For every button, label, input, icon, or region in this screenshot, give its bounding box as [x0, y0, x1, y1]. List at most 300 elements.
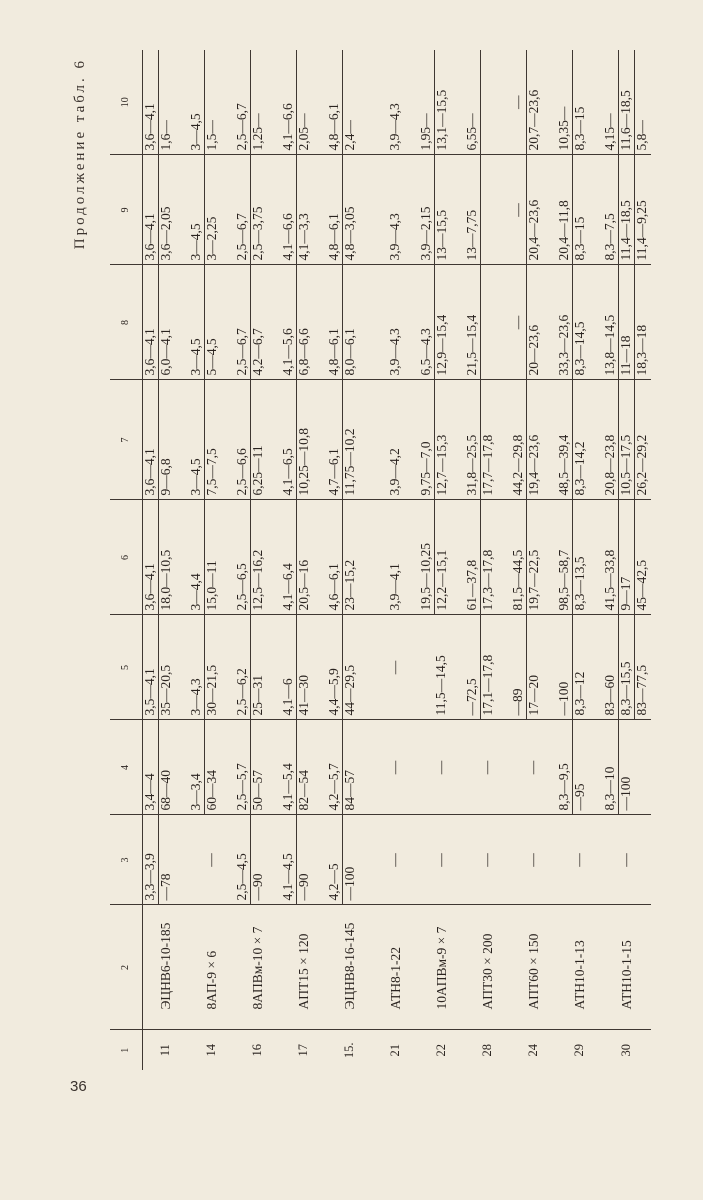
cell-line: 3,6—2,05	[158, 206, 173, 261]
value-cell-c7	[465, 380, 511, 500]
cell-line: 84—57	[342, 770, 357, 811]
value-cell-c6	[511, 500, 557, 615]
cell-line: 2,4—	[342, 120, 357, 151]
cell-line: 21,5—15,4	[465, 266, 481, 380]
value-cell-c4	[281, 720, 327, 815]
pump-name: АПТ30 × 200	[465, 905, 511, 1030]
value-cell-c4	[511, 720, 557, 815]
cell-line: 8,3—10	[603, 721, 619, 815]
cell-line: —	[387, 853, 402, 867]
pump-name: АТН8-1-22	[373, 905, 419, 1030]
pump-name: ЭЦНВ8-16-145	[327, 905, 373, 1030]
cell-line: 4,1—6,4	[281, 501, 297, 615]
cell-line: 3,9—4,2	[387, 448, 402, 496]
value-cell-c3	[419, 815, 465, 905]
value-cell-c4	[557, 720, 603, 815]
cell-line: 4,8—3,05	[342, 206, 357, 261]
cell-line: —100	[618, 776, 633, 811]
cell-line: —	[387, 760, 402, 775]
cell-line: 4,1—6,6	[281, 50, 297, 155]
value-cell-c3	[281, 815, 327, 905]
cell-line: 2,5—6,7	[235, 50, 251, 155]
cell-line: 3,6—4,1	[143, 50, 159, 155]
cell-line: 26,2—29,2	[634, 434, 649, 496]
cell-line: 3,6—4,1	[143, 381, 159, 500]
column-header: 6	[110, 500, 143, 615]
value-cell-c4	[235, 720, 281, 815]
cell-line: 13—7,75	[465, 156, 481, 265]
cell-line: 4,4—5,9	[327, 616, 343, 720]
table-body	[143, 50, 652, 1070]
value-cell-c5	[143, 615, 190, 720]
cell-line: 3,9—4,3	[387, 328, 402, 376]
cell-line: 3,6—4,1	[143, 156, 159, 265]
value-cell-c6	[143, 500, 190, 615]
cell-line: 20,5—16	[296, 559, 311, 611]
value-cell-c6	[557, 500, 603, 615]
pump-name: АПТ60 × 150	[511, 905, 557, 1030]
value-cell-c5	[419, 615, 465, 720]
row-number: 24	[526, 1044, 541, 1057]
cell-line: 5,8—	[634, 120, 649, 151]
row-number: 22	[434, 1044, 449, 1057]
cell-line: —	[571, 853, 586, 867]
cell-line: 9,75—7,0	[419, 381, 435, 500]
column-header: 1	[110, 1030, 143, 1070]
cell-line: 3,6—4,1	[143, 501, 159, 615]
value-cell-c9	[327, 155, 373, 265]
cell-line: 4,1—6,5	[281, 381, 297, 500]
value-cell-c3	[235, 815, 281, 905]
cell-line: 4,1—5,4	[281, 721, 297, 815]
value-cell-c9	[373, 155, 419, 265]
cell-line: 60—34	[204, 770, 219, 811]
cell-line: —100	[557, 616, 573, 720]
cell-line: 3,9—4,3	[387, 213, 402, 261]
cell-line: 7,5—7,5	[204, 448, 219, 496]
cell-line: 3,3—3,9	[143, 816, 159, 905]
value-cell-c8	[143, 265, 190, 380]
cell-line: 3,9—4,3	[387, 103, 402, 151]
table-row	[557, 50, 603, 1070]
cell-line: 81,5—44,5	[511, 501, 527, 615]
value-cell-c8	[235, 265, 281, 380]
value-cell-c5	[189, 615, 235, 720]
cell-line: 18,0—10,5	[158, 549, 173, 611]
cell-line: 1,95—	[419, 50, 435, 155]
row-number: 16	[250, 1044, 265, 1057]
table-row	[143, 50, 190, 1070]
value-cell-c3	[373, 815, 419, 905]
table-row	[327, 50, 373, 1070]
row-number: 17	[296, 1044, 311, 1057]
cell-line: 11—18	[619, 266, 635, 380]
value-cell-c9	[557, 155, 603, 265]
row-number: 14	[204, 1044, 219, 1057]
cell-line: 20,8—23,8	[603, 381, 619, 500]
cell-line: 3—4,4	[189, 501, 205, 615]
cell-line: 4,8—6,1	[327, 156, 343, 265]
cell-line: —	[525, 760, 540, 775]
cell-line: 8,3—14,2	[572, 441, 587, 496]
cell-line: 13,1—15,5	[434, 89, 449, 151]
cell-line: 83—77,5	[634, 664, 649, 716]
value-cell-c7	[281, 380, 327, 500]
cell-line: 13,8—14,5	[603, 266, 619, 380]
cell-line: —72,5	[465, 616, 481, 720]
cell-line: 3,6—4,1	[143, 266, 159, 380]
cell-line: 8,3—9,5	[557, 721, 573, 815]
cell-line: 3—4,5	[189, 266, 205, 380]
value-cell-c6	[327, 500, 373, 615]
cell-line: 12,5—16,2	[250, 549, 265, 611]
value-cell-c5	[281, 615, 327, 720]
value-cell-c8	[373, 265, 419, 380]
value-cell-c6	[373, 500, 419, 615]
value-cell-c10	[419, 50, 465, 155]
value-cell-c3	[511, 815, 557, 905]
cell-line: 61—37,8	[465, 501, 481, 615]
cell-line: 2,5—6,7	[235, 156, 251, 265]
cell-line: 30—21,5	[204, 664, 219, 716]
cell-line: 35—20,5	[158, 664, 173, 716]
value-cell-c10	[557, 50, 603, 155]
cell-line: —	[511, 266, 527, 380]
cell-line: —78	[158, 873, 173, 901]
cell-line: 4,15—	[603, 50, 619, 155]
cell-line: 6,55—	[465, 50, 481, 155]
value-cell-c5	[373, 615, 419, 720]
cell-line: 33,3—23,6	[557, 266, 573, 380]
cell-line: 11,4—9,25	[634, 200, 649, 261]
cell-line: 45—42,5	[634, 559, 649, 611]
pump-name: 8АП-9 × 6	[189, 905, 235, 1030]
row-number: 28	[480, 1044, 495, 1057]
cell-line: 10,25—10,8	[296, 428, 311, 496]
value-cell-c4	[603, 720, 651, 815]
cell-line: 4,2—6,7	[250, 328, 265, 376]
cell-line: 20,7—23,6	[526, 89, 541, 151]
value-cell-c4	[373, 720, 419, 815]
cell-line: 83—60	[603, 616, 619, 720]
value-cell-c3	[189, 815, 235, 905]
cell-line	[481, 156, 497, 265]
cell-line: 17—20	[526, 675, 541, 716]
cell-line: 3—3,4	[189, 721, 205, 815]
cell-line: —	[525, 853, 540, 867]
value-cell-c9	[235, 155, 281, 265]
value-cell-c3	[603, 815, 651, 905]
cell-line: 8,3—12	[572, 671, 587, 716]
cell-line: 8,3—13,5	[572, 556, 587, 611]
cell-line: 4,1—3,3	[296, 213, 311, 261]
cell-line: —95	[572, 783, 587, 811]
value-cell-c9	[281, 155, 327, 265]
value-cell-c8	[281, 265, 327, 380]
cell-line: —	[387, 660, 402, 675]
value-cell-c10	[465, 50, 511, 155]
value-cell-c7	[189, 380, 235, 500]
value-cell-c9	[189, 155, 235, 265]
cell-line: 2,5—3,75	[250, 206, 265, 261]
value-cell-c5	[327, 615, 373, 720]
value-cell-c7	[143, 380, 190, 500]
table-row	[603, 50, 651, 1070]
pump-name: 8АПВм-10 × 7	[235, 905, 281, 1030]
column-header: 4	[110, 720, 143, 815]
column-header: 9	[110, 155, 143, 265]
cell-line: 20,4—23,6	[526, 199, 541, 261]
cell-line: 6,25—11	[250, 445, 265, 496]
value-cell-c9	[603, 155, 651, 265]
value-cell-c9	[511, 155, 557, 265]
table-row	[419, 50, 465, 1070]
cell-line: 11,75—10,2	[342, 428, 357, 496]
cell-line: —	[433, 760, 448, 775]
cell-line: 6,0—4,1	[158, 328, 173, 376]
cell-line: 1,5—	[204, 120, 219, 151]
cell-line: 17,7—17,8	[480, 434, 495, 496]
value-cell-c6	[603, 500, 651, 615]
page-number: 36	[70, 1078, 87, 1095]
cell-line: 41,5—33,8	[603, 501, 619, 615]
cell-line: 12,7—15,3	[434, 434, 449, 496]
table-row	[373, 50, 419, 1070]
value-cell-c5	[465, 615, 511, 720]
pump-name: ЭЦНВ6-10-185	[143, 905, 190, 1030]
value-cell-c9	[419, 155, 465, 265]
column-header: 2	[110, 905, 143, 1030]
row-number: 21	[388, 1044, 403, 1057]
cell-line: 6,8—6,6	[296, 328, 311, 376]
value-cell-c4	[465, 720, 511, 815]
cell-line: 10,5—17,5	[619, 381, 635, 500]
cell-line: 11,5—14,5	[433, 655, 448, 716]
cell-line: 4,1—6	[281, 616, 297, 720]
cell-line: 2,5—5,7	[235, 721, 251, 815]
value-cell-c7	[373, 380, 419, 500]
cell-line: 18,3—18	[634, 324, 649, 376]
cell-line: 13—15,5	[434, 209, 449, 261]
value-cell-c3	[327, 815, 373, 905]
cell-line: 23—15,2	[342, 559, 357, 611]
value-cell-c10	[603, 50, 651, 155]
value-cell-c7	[557, 380, 603, 500]
value-cell-c8	[557, 265, 603, 380]
cell-line: —	[203, 853, 218, 867]
cell-line: 11,6—18,5	[619, 50, 635, 155]
value-cell-c5	[235, 615, 281, 720]
row-number: 30	[619, 1044, 634, 1057]
cell-line: 15,0—11	[204, 560, 219, 611]
table-caption: Продолжение табл. 6	[72, 58, 88, 250]
cell-line: 8,3—15	[572, 216, 587, 261]
value-cell-c5	[557, 615, 603, 720]
value-cell-c9	[465, 155, 511, 265]
value-cell-c3	[143, 815, 190, 905]
cell-line: 6,5—4,3	[419, 266, 435, 380]
value-cell-c7	[235, 380, 281, 500]
cell-line: 3,9—4,1	[387, 563, 402, 611]
cell-line: 17,1—17,8	[480, 654, 495, 716]
value-cell-c4	[419, 720, 465, 815]
value-cell-c10	[327, 50, 373, 155]
cell-line: 8,3—7,5	[603, 156, 619, 265]
pump-name: АТН10-1-13	[557, 905, 603, 1030]
value-cell-c8	[327, 265, 373, 380]
cell-line: —90	[250, 873, 265, 901]
rotated-table-block	[72, 50, 670, 1070]
cell-line: 68—40	[158, 770, 173, 811]
cell-line: 3,4—4	[143, 721, 159, 815]
cell-line: 4,2—5	[327, 816, 343, 905]
cell-line: 4,1—5,6	[281, 266, 297, 380]
cell-line: —100	[342, 866, 357, 901]
value-cell-c6	[419, 500, 465, 615]
value-cell-c7	[327, 380, 373, 500]
cell-line: 3,5—4,1	[143, 616, 159, 720]
cell-line: 2,05—	[296, 113, 311, 151]
cell-line: 4,8—6,1	[327, 50, 343, 155]
cell-line: 4,8—6,1	[327, 266, 343, 380]
cell-line: —89	[511, 616, 527, 720]
table-row	[511, 50, 557, 1070]
cell-line: —90	[296, 873, 311, 901]
cell-line: 20—23,6	[526, 324, 541, 376]
value-cell-c7	[511, 380, 557, 500]
cell-line: 2,5—4,5	[235, 816, 251, 905]
cell-line: 1,25—	[250, 113, 265, 151]
row-number: 29	[572, 1044, 587, 1057]
column-header: 7	[110, 380, 143, 500]
value-cell-c7	[419, 380, 465, 500]
cell-line: —	[511, 50, 527, 155]
value-cell-c6	[465, 500, 511, 615]
table-row	[465, 50, 511, 1070]
value-cell-c3	[557, 815, 603, 905]
cell-line	[481, 266, 497, 380]
value-cell-c5	[511, 615, 557, 720]
cell-line: 12,9—15,4	[434, 314, 449, 376]
cell-line: 2,5—6,2	[235, 616, 251, 720]
cell-line: —	[433, 853, 448, 867]
cell-line: 17,3—17,8	[480, 549, 495, 611]
cell-line: 3,9—2,15	[419, 156, 435, 265]
cell-line: —	[479, 760, 494, 775]
cell-line: 20,4—11,8	[557, 156, 573, 265]
cell-line: 3—4,3	[189, 616, 205, 720]
header-row	[110, 50, 143, 1070]
cell-line: 8,3—14,5	[572, 321, 587, 376]
cell-line: 82—54	[296, 770, 311, 811]
cell-line: 3—4,5	[189, 381, 205, 500]
value-cell-c8	[511, 265, 557, 380]
data-table	[110, 50, 651, 1070]
cell-line: 8,0—6,1	[342, 328, 357, 376]
column-header: 5	[110, 615, 143, 720]
cell-line: 4,2—5,7	[327, 721, 343, 815]
cell-line: 3—4,5	[189, 156, 205, 265]
cell-line: 31,8—25,5	[465, 381, 481, 500]
cell-line: 19,5—10,25	[419, 501, 435, 615]
cell-line: 11,4—18,5	[619, 156, 635, 265]
value-cell-c8	[465, 265, 511, 380]
value-cell-c10	[189, 50, 235, 155]
value-cell-c8	[419, 265, 465, 380]
cell-line: 2,5—6,6	[235, 381, 251, 500]
row-number: 11	[158, 1044, 173, 1057]
column-header: 3	[110, 815, 143, 905]
pump-name: АТН10-1-15	[603, 905, 651, 1030]
value-cell-c4	[327, 720, 373, 815]
cell-line: 44,2—29,8	[511, 381, 527, 500]
cell-line: 10,35—	[557, 50, 573, 155]
cell-line: —	[479, 853, 494, 867]
cell-line: 5—4,5	[204, 338, 219, 376]
pump-name: АПТ15 × 120	[281, 905, 327, 1030]
value-cell-c3	[465, 815, 511, 905]
value-cell-c9	[143, 155, 190, 265]
cell-line: 50—57	[250, 770, 265, 811]
value-cell-c8	[603, 265, 651, 380]
cell-line: 3—2,25	[204, 216, 219, 261]
cell-line: —	[618, 853, 633, 867]
cell-line: 98,5—58,7	[557, 501, 573, 615]
value-cell-c10	[143, 50, 190, 155]
value-cell-c10	[373, 50, 419, 155]
cell-line: 25—31	[250, 675, 265, 716]
cell-line	[481, 50, 497, 155]
cell-line: 19,4—23,6	[526, 434, 541, 496]
value-cell-c10	[511, 50, 557, 155]
value-cell-c5	[603, 615, 651, 720]
cell-line: 8,3—15	[572, 106, 587, 151]
value-cell-c10	[281, 50, 327, 155]
value-cell-c10	[235, 50, 281, 155]
value-cell-c6	[235, 500, 281, 615]
cell-line: 8,3—15,5	[619, 616, 635, 720]
table-row	[189, 50, 235, 1070]
value-cell-c6	[189, 500, 235, 615]
table-row	[235, 50, 281, 1070]
cell-line: 9—6,8	[158, 458, 173, 496]
cell-line: 2,5—6,5	[235, 501, 251, 615]
cell-line: 9—17	[619, 501, 635, 615]
row-number: 15.	[342, 1042, 357, 1059]
value-cell-c4	[189, 720, 235, 815]
cell-line: 4,1—4,5	[281, 816, 297, 905]
value-cell-c8	[189, 265, 235, 380]
value-cell-c6	[281, 500, 327, 615]
pump-name: 10АПВм-9 × 7	[419, 905, 465, 1030]
cell-line: 1,6—	[158, 120, 173, 151]
cell-line: 44—29,5	[342, 664, 357, 716]
cell-line: 4,6—6,1	[327, 501, 343, 615]
table-row	[281, 50, 327, 1070]
cell-line: —	[511, 156, 527, 265]
value-cell-c4	[143, 720, 190, 815]
cell-line: 48,5—39,4	[557, 381, 573, 500]
cell-line: 3—4,5	[189, 50, 205, 155]
cell-line: 4,1—6,6	[281, 156, 297, 265]
cell-line: 19,7—22,5	[526, 549, 541, 611]
cell-line: 41—30	[296, 675, 311, 716]
column-header: 8	[110, 265, 143, 380]
cell-line: 2,5—6,7	[235, 266, 251, 380]
cell-line: 4,7—6,1	[327, 381, 343, 500]
cell-line: 12,2—15,1	[434, 549, 449, 611]
value-cell-c7	[603, 380, 651, 500]
